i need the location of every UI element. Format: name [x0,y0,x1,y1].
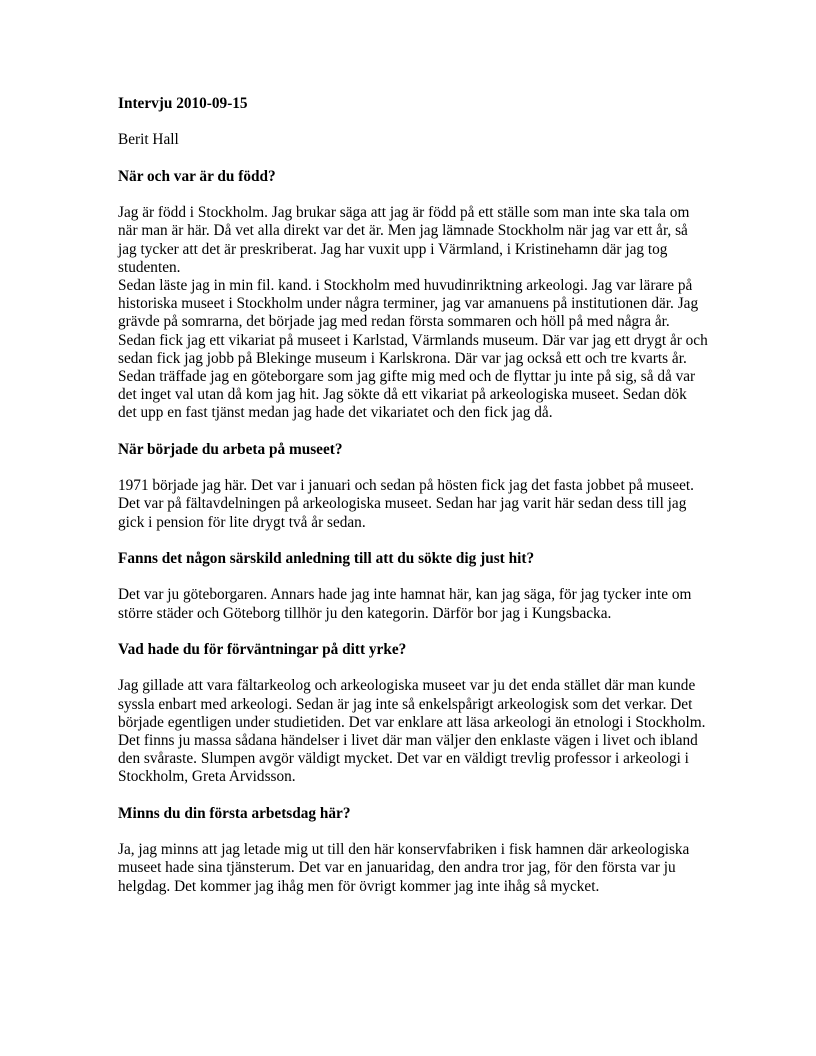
interviewee-name: Berit Hall [118,131,179,149]
question-3: Fanns det någon särskild anledning till att du sökte dig just hit? [118,549,535,567]
answer-1-paragraph-1: Jag är född i Stockholm. Jag brukar säga att jag är född på ett ställe som man inte ska tala om när man är här. Då vet alla direkt var det är. Men jag lämnade Stockholm när jag var ett år, så jag tycker att det är preskriberat. Jag har vuxit upp i Värmland, i Kristinehamn där jag tog studenten. [118,204,690,276]
question-1: När och var är du född? [118,167,276,185]
answer-1-paragraph-2: Sedan läste jag in min fil. kand. i Stockholm med huvudinriktning arkeologi. Jag var lärare på historiska museet i Stockholm under några terminer, jag var amanuens på institutionen där. Jag grävde på somrarna, det började jag med redan första sommaren och höll på med några år. Sedan fick jag ett vikariat på museet i Karlstad, Värmlands museum. Där var jag ett drygt år och sedan fick jag jobb på Blekinge museum i Karlskrona. Där var jag också ett och tre kvarts år. Sedan träffade jag en göteborgare som jag gifte mig med och de flyttar ju inte på sig, så då var det inget val utan då kom jag hit. Jag sökte då ett vikariat på arkeologiska museet. Sedan dök det upp en fast tjänst medan jag hade det vikariatet och den fick jag då. [118,276,708,422]
question-5: Minns du din första arbetsdag här? [118,804,351,822]
answer-4: Jag gillade att vara fältarkeolog och arkeologiska museet var ju det enda stället där man kunde syssla enbart med arkeologi. Sedan är jag inte så enkelspårigt arkeologisk som det verkar. Det började egentligen under studietiden. Det var enklare att läsa arkeologi än etnologi i Stockholm. Det finns ju massa sådana händelser i livet där man väljer den enklaste vägen i livet och ibland den svåraste. Slumpen avgör väldigt mycket. Det var en väldigt trevlig professor i arkeologi i Stockholm, Greta Arvidsson. [118,677,706,786]
question-2: När började du arbeta på museet? [118,440,343,458]
document-title: Intervju 2010-09-15 [118,95,248,112]
document-page [118,95,708,914]
question-4: Vad hade du för förväntningar på ditt yrke? [118,640,407,658]
answer-1 [118,204,708,422]
answer-2: 1971 började jag här. Det var i januari och sedan på hösten fick jag det fasta jobbet på museet. Det var på fältavdelningen på arkeologiska museet. Sedan har jag varit här sedan dess till jag gick i pension för lite drygt två år sedan. [118,477,694,531]
answer-5: Ja, jag minns att jag letade mig ut till den här konservfabriken i fisk hamnen där arkeologiska museet hade sina tjänsterum. Det var en januaridag, den andra tror jag, för den första var ju helgdag. Det kommer jag ihåg men för övrigt kommer jag inte ihåg så mycket. [118,841,690,895]
answer-3: Det var ju göteborgaren. Annars hade jag inte hamnat här, kan jag säga, för jag tycker inte om större städer och Göteborg tillhör ju den kategorin. Därför bor jag i Kungsbacka. [118,586,692,622]
